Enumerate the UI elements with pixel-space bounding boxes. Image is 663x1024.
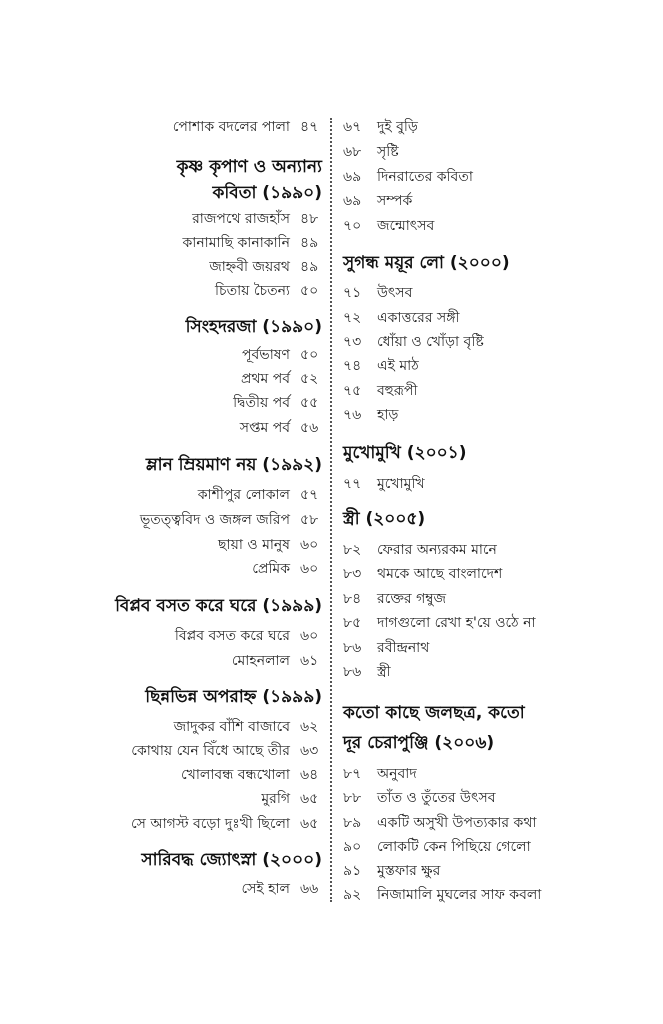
toc-entry[interactable] — [343, 143, 399, 161]
page-number: ৭৫ — [343, 383, 362, 399]
toc-entry[interactable] — [261, 790, 322, 808]
toc-entry[interactable] — [343, 406, 398, 424]
toc-entry[interactable] — [173, 118, 322, 136]
section-heading: ছিন্নভিন্ন অপরাহ্ন (১৯৯৯) — [145, 687, 322, 707]
page-number: ৭৩ — [343, 334, 362, 350]
toc-entry[interactable] — [218, 536, 322, 554]
toc-entry[interactable] — [343, 838, 531, 856]
page-number: ৫২ — [300, 371, 319, 387]
entry-title: হাড় — [377, 407, 399, 423]
entry-title: রাজপথে রাজহাঁস — [192, 211, 290, 227]
page-number: ৮৩ — [343, 566, 362, 582]
entry-title: দাগগুলো রেখা হ'য়ে ওঠে না — [377, 615, 536, 631]
page-number: ৬৮ — [343, 144, 362, 160]
entry-title: নিজামালি মুঘলের সাফ কবলা — [377, 887, 542, 903]
toc-entry[interactable] — [343, 590, 446, 608]
toc-entry[interactable] — [343, 639, 429, 657]
entry-title: দিনরাতের কবিতা — [377, 169, 473, 185]
toc-entry[interactable] — [343, 765, 417, 783]
entry-title: পোশাক বদলের পালা — [172, 119, 290, 135]
toc-entry[interactable] — [343, 862, 440, 880]
section-heading: মুখোমুখি (২০০১) — [343, 443, 467, 463]
toc-entry[interactable] — [241, 370, 322, 388]
toc-entry[interactable] — [343, 614, 536, 632]
toc-entry[interactable] — [198, 486, 322, 504]
entry-title: থমকে আছে বাংলাদেশ — [377, 566, 503, 582]
page-number: ৮৭ — [343, 766, 362, 782]
entry-title: ভূতত্ত্ববিদ ও জঙ্গল জরিপ — [139, 512, 290, 528]
entry-title: মুস্তফার ক্ষুর — [377, 863, 441, 879]
toc-entry[interactable] — [343, 217, 434, 235]
entry-title: প্রেমিক — [252, 561, 290, 577]
entry-title: একাত্তরের সঙ্গী — [377, 310, 460, 326]
page-number: ৭৪ — [343, 358, 362, 374]
page-number: ৬১ — [300, 653, 319, 669]
entry-title: লোকটি কেন পিছিয়ে গেলো — [377, 839, 531, 855]
entry-title: এই মাঠ — [377, 358, 419, 374]
page-number: ৮৯ — [343, 815, 362, 831]
entry-title: সৃষ্টি — [377, 144, 399, 160]
toc-entry[interactable] — [343, 284, 412, 302]
page-number: ৬৫ — [300, 816, 319, 832]
page-number: ৬৩ — [300, 743, 319, 759]
page-number: ৫০ — [300, 347, 319, 363]
entry-title: রক্তের গম্বুজ — [377, 591, 447, 607]
page-number: ৫৫ — [300, 395, 319, 411]
page-number: ৯০ — [343, 839, 362, 855]
entry-title: প্রথম পর্ব — [240, 371, 290, 387]
entry-title: মোহনলাল — [231, 653, 290, 669]
entry-title: মুরগি — [261, 791, 290, 807]
page-number: ৬২ — [300, 719, 319, 735]
entry-title: তাঁত ও তুঁতের উৎসব — [377, 790, 496, 806]
toc-entry[interactable] — [215, 282, 322, 300]
toc-entry[interactable] — [140, 511, 322, 529]
toc-entry[interactable] — [343, 789, 496, 807]
page-number: ৬০ — [300, 561, 319, 577]
entry-title: জাদুকর বাঁশি বাজাবে — [173, 719, 290, 735]
toc-entry[interactable] — [343, 663, 391, 681]
toc-entry[interactable] — [343, 192, 412, 210]
toc-entry[interactable] — [175, 627, 322, 645]
section-heading: কবিতা (১৯৯০) — [212, 183, 322, 203]
entry-title: চিতায় চৈতন্য — [215, 283, 290, 299]
page-number: ৭১ — [343, 285, 362, 301]
toc-entry[interactable] — [343, 382, 417, 400]
toc-entry[interactable] — [343, 475, 425, 493]
page-number: ৭৬ — [343, 407, 362, 423]
entry-title: বিপ্লব বসত করে ঘরে — [174, 628, 290, 644]
page-number: ৮২ — [343, 542, 362, 558]
toc-entry[interactable] — [182, 234, 322, 252]
toc-entry[interactable] — [343, 814, 536, 832]
toc-entry[interactable] — [343, 541, 497, 559]
entry-title: কোথায় যেন বিঁধে আছে তীর — [131, 743, 290, 759]
section-heading: ম্লান ম্রিয়মাণ নয় (১৯৯২) — [145, 455, 322, 475]
section-heading: সুগন্ধ ময়ূর লো (২০০০) — [343, 253, 510, 273]
entry-title: সপ্তম পর্ব — [239, 420, 290, 436]
page-number: ৬৪ — [300, 767, 319, 783]
page-number: ৭০ — [343, 218, 362, 234]
section-heading: সিংহদরজা (১৯৯০) — [185, 317, 322, 337]
page-number: ৭৭ — [343, 476, 362, 492]
page-number: ৬০ — [300, 537, 319, 553]
entry-title: একটি অসুখী উপত্যকার কথা — [377, 815, 537, 831]
page-number: ৮৪ — [343, 591, 362, 607]
entry-title: সে আগস্ট বড়ো দুঃখী ছিলো — [130, 816, 290, 832]
toc-entry[interactable] — [343, 333, 484, 351]
page-number: ৮৮ — [343, 790, 362, 806]
dotted-column-divider — [330, 118, 332, 902]
entry-title: রবীন্দ্রনাথ — [377, 640, 430, 656]
section-heading: দূর চেরাপুঞ্জি (২০০৬) — [343, 733, 495, 753]
section-heading: স্ত্রী (২০০৫) — [343, 509, 426, 529]
page-number: ৬৭ — [343, 119, 362, 135]
toc-entry[interactable] — [252, 560, 322, 578]
toc-entry[interactable] — [242, 346, 322, 364]
entry-title: জন্মোৎসব — [377, 218, 435, 234]
page-number: ৬০ — [300, 628, 319, 644]
page-number: ৮৬ — [343, 664, 362, 680]
page-number: ৯২ — [343, 887, 362, 903]
page-number: ৪৮ — [300, 211, 319, 227]
entry-title: ফেরার অন্যরকম মানে — [377, 542, 497, 558]
page-number: ৭২ — [343, 310, 362, 326]
page-number: ৬৬ — [300, 881, 319, 897]
entry-title: দুই বুড়ি — [377, 119, 418, 135]
entry-title: ধোঁয়া ও খোঁড়া বৃষ্টি — [377, 334, 484, 350]
toc-entry[interactable] — [233, 394, 322, 412]
page-number: ৬৯ — [343, 169, 362, 185]
entry-title: সেই হাল — [241, 881, 290, 897]
page-number: ৪৭ — [300, 119, 319, 135]
page-number: ৬৯ — [343, 193, 362, 209]
entry-title: খোলাবন্ধ বন্ধখোলা — [180, 767, 290, 783]
page-number: ৫৬ — [300, 420, 319, 436]
entry-title: বহুরূপী — [377, 383, 418, 399]
page-number: ৬৫ — [300, 791, 319, 807]
toc-entry[interactable] — [181, 766, 322, 784]
toc-entry[interactable] — [131, 815, 322, 833]
page-number: ৮৬ — [343, 640, 362, 656]
page-number: ৫৭ — [300, 487, 319, 503]
page-number: ৮৫ — [343, 615, 362, 631]
entry-title: কাশীপুর লোকাল — [197, 487, 290, 503]
toc-entry[interactable] — [343, 886, 541, 904]
entry-title: জাহ্নবী জয়রথ — [209, 259, 290, 275]
page-number: ৪৯ — [300, 259, 319, 275]
toc-entry[interactable] — [131, 742, 322, 760]
section-heading: বিপ্লব বসত করে ঘরে (১৯৯৯) — [115, 596, 322, 616]
entry-title: সম্পর্ক — [377, 193, 413, 209]
entry-title: মুখোমুখি — [377, 476, 425, 492]
section-heading: কতো কাছে জলছত্র, কতো — [343, 703, 525, 723]
toc-entry[interactable] — [343, 168, 473, 186]
entry-title: পূর্বভাষণ — [242, 347, 290, 363]
page-number: ৫৮ — [300, 512, 319, 528]
toc-entry[interactable] — [232, 652, 322, 670]
entry-title: ছায়া ও মানুষ — [218, 537, 290, 553]
entry-title: দ্বিতীয় পর্ব — [233, 395, 290, 411]
page-number: ৯১ — [343, 863, 362, 879]
toc-entry[interactable] — [174, 718, 322, 736]
page-number: ৫০ — [300, 283, 319, 299]
page-number: ৪৯ — [300, 235, 319, 251]
toc-entry[interactable] — [241, 880, 322, 898]
toc-entry[interactable] — [209, 258, 322, 276]
toc-entry[interactable] — [192, 210, 322, 228]
entry-title: উৎসব — [377, 285, 413, 301]
toc-entry[interactable] — [343, 565, 502, 583]
entry-title: স্ত্রী — [377, 664, 391, 680]
toc-entry[interactable] — [343, 357, 419, 375]
toc-entry[interactable] — [343, 118, 418, 136]
entry-title: কানামাছি কানাকানি — [182, 235, 290, 251]
toc-entry[interactable] — [343, 309, 460, 327]
toc-entry[interactable] — [240, 419, 322, 437]
section-heading: সারিবদ্ধ জ্যোৎস্না (২০০০) — [141, 850, 322, 870]
section-heading: কৃষ্ণ কৃপাণ ও অন্যান্য — [176, 157, 322, 177]
entry-title: অনুবাদ — [377, 766, 417, 782]
